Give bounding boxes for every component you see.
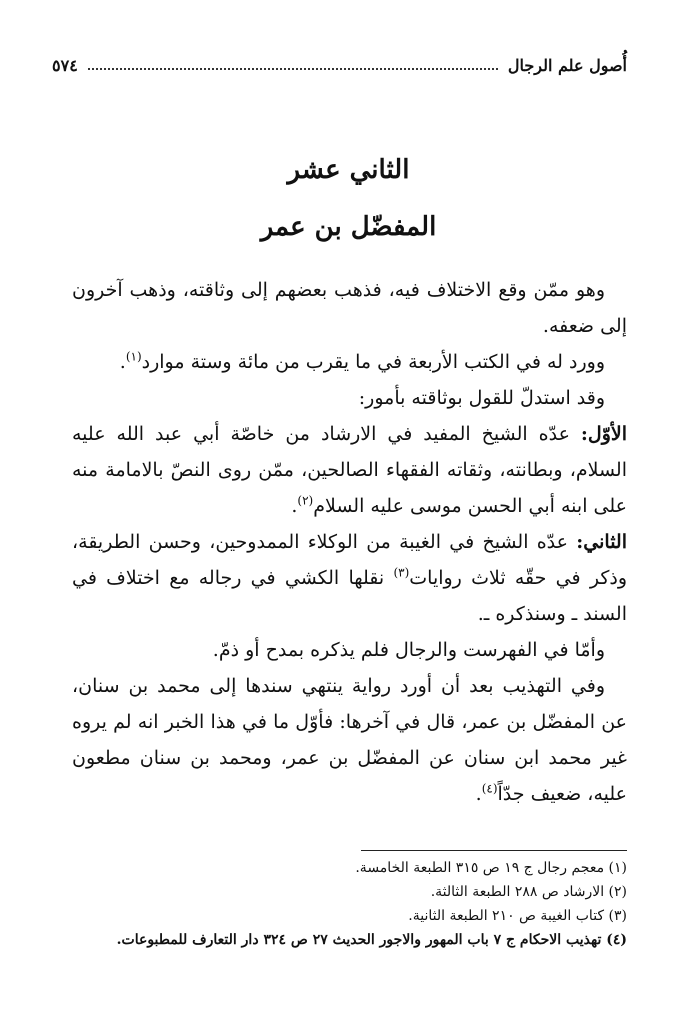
header-dot-leader bbox=[88, 68, 498, 70]
footnote-ref-4[interactable]: (٤) bbox=[481, 781, 498, 796]
paragraph-5 bbox=[72, 524, 627, 632]
paragraph-3-text: وقد استدلّ للقول بوثاقته بأمور: bbox=[358, 387, 605, 409]
body-text bbox=[72, 272, 627, 812]
paragraph-6-text: وأمّا في الفهرست والرجال فلم يذكره بمدح أو ذمّ. bbox=[212, 639, 605, 661]
paragraph-1 bbox=[72, 272, 627, 344]
paragraph-4-end: . bbox=[291, 495, 298, 517]
footnote-ref-2[interactable]: (٢) bbox=[297, 493, 314, 508]
page-number: ٥٧٤ bbox=[52, 55, 78, 75]
paragraph-2 bbox=[72, 344, 627, 380]
paragraph-5-end: نقلها الكشي في رجاله مع اختلاف في السند ـ وسنذكره ـ. bbox=[72, 567, 627, 625]
paragraph-5-lead: الثاني: bbox=[576, 531, 627, 553]
footnote-separator bbox=[361, 850, 627, 851]
footnote-ref-1[interactable]: (١) bbox=[125, 349, 142, 364]
footnote-ref-3[interactable]: (٣) bbox=[393, 565, 410, 580]
paragraph-3 bbox=[72, 380, 627, 416]
footnote-2: (٢) الارشاد ص ٢٨٨ الطبعة الثالثة. bbox=[430, 884, 627, 900]
paragraph-1-text: وهو ممّن وقع الاختلاف فيه، فذهب بعضهم إلى وثاقته، وذهب آخرون إلى ضعفه. bbox=[72, 279, 627, 337]
footnote-1: (١) معجم رجال ج ١٩ ص ٣١٥ الطبعة الخامسة. bbox=[355, 860, 627, 876]
paragraph-2-text: وورد له في الكتب الأربعة في ما يقرب من مائة وستة موارد bbox=[141, 351, 605, 373]
footnote-3: (٣) كتاب الغيبة ص ٢١٠ الطبعة الثانية. bbox=[408, 908, 627, 924]
paragraph-4-lead: الأوّل: bbox=[580, 423, 627, 445]
paragraph-4 bbox=[72, 416, 627, 524]
paragraph-7-end: . bbox=[475, 783, 482, 805]
chapter-ordinal: الثاني عشر bbox=[287, 155, 410, 185]
paragraph-7 bbox=[72, 668, 627, 812]
running-header bbox=[52, 50, 627, 80]
paragraph-2-end: . bbox=[119, 351, 126, 373]
book-title: أُصول علم الرجال bbox=[507, 55, 627, 75]
chapter-title: المفضّل بن عمر bbox=[260, 212, 437, 242]
paragraph-7-text: وفي التهذيب بعد أن أورد رواية ينتهي سندها إلى محمد بن سنان، عن المفضّل بن عمر، قال في آخرها: فأوّل ما في هذا الخبر انه لم يروه غير محمد ابن سنان عن المفضّل بن عمر، ومحمد بن سنان مطعون عليه، ضعيف جدّاً bbox=[72, 675, 627, 805]
footnotes bbox=[52, 856, 627, 952]
footnote-4: (٤) تهذيب الاحكام ج ٧ باب المهور والاجور الحديث ٢٧ ص ٣٢٤ دار التعارف للمطبوعات. bbox=[116, 932, 627, 948]
paragraph-4-text: عدّه الشيخ المفيد في الارشاد من خاصّة أبي عبد الله عليه السلام، وبطانته، وثقاته الفقهاء الصالحين، ممّن روى النصّ بالامامة منه على ابنه أبي الحسن موسى عليه السلام bbox=[72, 423, 627, 517]
paragraph-5-text: عدّه الشيخ في الغيبة من الوكلاء الممدوحين، وحسن الطريقة، وذكر في حقّه ثلاث روايات bbox=[72, 531, 627, 589]
paragraph-6 bbox=[72, 632, 627, 668]
